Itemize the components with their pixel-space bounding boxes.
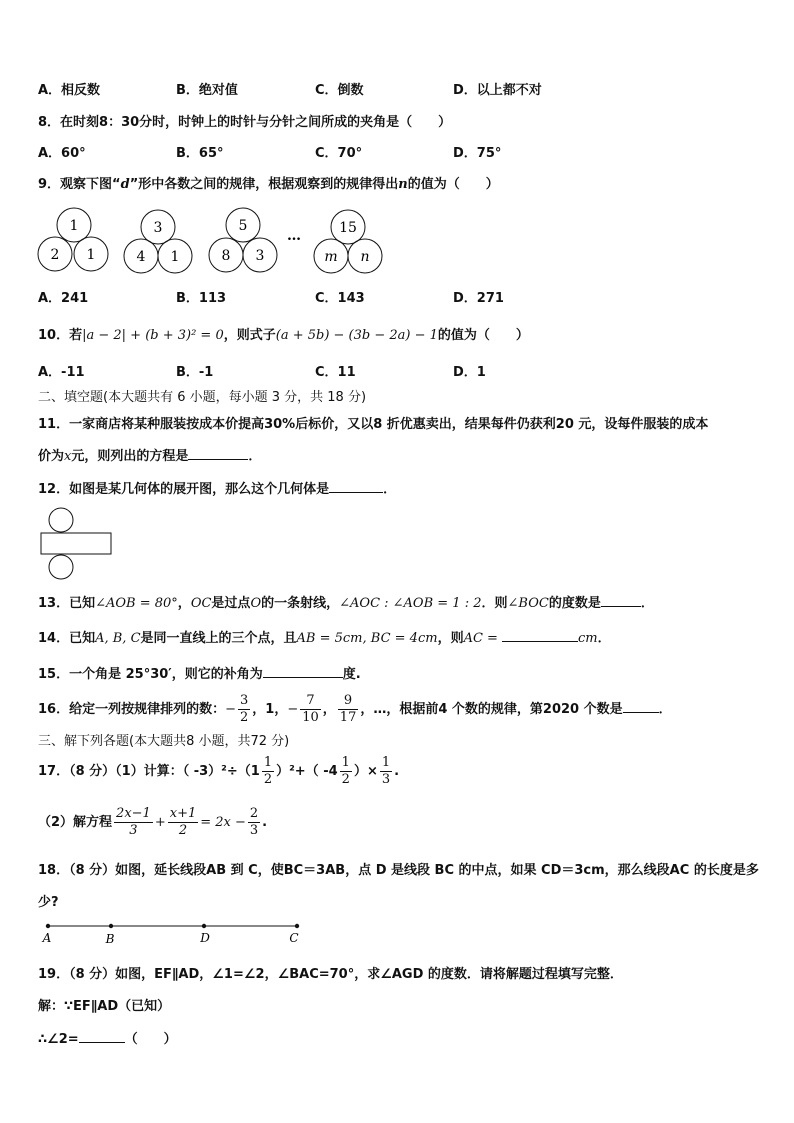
q14-pre: 14．已知 — [38, 631, 96, 646]
q10-mid: ，则式子 — [223, 328, 276, 343]
q12-rectangle — [41, 533, 111, 554]
q14-m2: ，则 — [437, 631, 464, 646]
q9-text-post: 的值为（ ） — [407, 177, 499, 192]
q14-unit: cm — [577, 631, 598, 646]
q9-n: n — [398, 177, 408, 192]
q8-option-c: C．70° — [315, 146, 363, 161]
q12-answer-blank[interactable] — [329, 478, 383, 493]
q17-p2-mid: = 2x − — [200, 815, 246, 830]
q9-fig2-right: 1 — [170, 249, 180, 265]
q16-end: ． — [658, 702, 672, 717]
q18-label-a: A — [42, 931, 52, 945]
q15-text — [38, 663, 361, 685]
q9-option-c: C．143 — [315, 291, 365, 306]
q17-p2-fraction-1: $\frac{2x-1}{3}$ — [116, 806, 151, 838]
q8-option-a: A．60° — [38, 146, 86, 161]
q17-p1-fraction-3: $\frac{1}{3}$ — [381, 755, 391, 787]
q16-text — [38, 690, 672, 730]
q13-m3: 的一条射线， — [261, 596, 340, 611]
q11-answer-blank[interactable] — [188, 445, 248, 460]
q18-segment-figure — [38, 919, 338, 945]
section-3-heading: 三、解下列各题(本大题共8 小题，共72 分) — [38, 734, 290, 749]
q10-option-a: A．-11 — [38, 365, 85, 380]
q17-p1-end: . — [394, 764, 400, 779]
q10-option-d: D．1 — [453, 365, 486, 380]
q19-sol2-pre: ∴∠2= — [38, 1032, 79, 1047]
q14-e2: AC = — [463, 631, 498, 646]
q9-fig4-right: n — [360, 249, 370, 265]
q8-option-d: D．75° — [453, 146, 502, 161]
q9-fig2-top: 3 — [153, 220, 163, 236]
q13-e2: ∠AOC : ∠AOB = 1 : 2 — [339, 596, 482, 611]
q13-oc: OC — [190, 596, 212, 611]
q12-text — [38, 478, 396, 500]
q18-label-c: C — [289, 931, 299, 945]
q9-fig1-top: 1 — [69, 218, 79, 234]
q16-fraction-2: $\frac{7}{10}$ — [302, 693, 319, 725]
q15-end: 度. — [342, 667, 361, 682]
q9-fig3-top: 5 — [238, 218, 248, 234]
q18-label-b: B — [105, 932, 115, 945]
q19-solution-line1: 解：∵EF∥AD（已知） — [38, 999, 171, 1014]
q8-text: 8．在时刻8：30分时，时钟上的时针与分针之间所成的夹角是（ ） — [38, 115, 452, 130]
q12-top-circle — [49, 508, 73, 532]
q11-end: ． — [248, 449, 262, 464]
q9-option-b: B．113 — [176, 291, 227, 306]
q18-label-d: D — [200, 931, 210, 945]
q19-sol2-post: （ ） — [124, 1032, 177, 1047]
q16-s3: ，…，根据前4 个数的规律，第2020 个数是 — [360, 702, 623, 717]
q15-answer-blank[interactable] — [263, 663, 343, 678]
q7-option-c: C．倒数 — [315, 83, 364, 98]
q18-point-d — [202, 924, 206, 928]
q7-option-b: B．绝对值 — [176, 83, 238, 98]
q16-f1-sign: − — [225, 702, 236, 717]
q18-line1: 18．（8 分）如图，延长线段AB 到 C，使BC＝3AB，点 D 是线段 BC 的中点，如果 CD＝3cm，那么线段AC 的长度是多 — [38, 863, 759, 878]
q12-net-figure — [36, 506, 126, 586]
q13-answer-blank[interactable] — [601, 592, 641, 607]
q12-text-main: 12．如图是某几何体的展开图，那么这个几何体是 — [38, 482, 330, 497]
q8-option-b: B．65° — [176, 146, 224, 161]
q13-pre: 13．已知 — [38, 596, 96, 611]
q13-m4: ．则 — [481, 596, 508, 611]
q9-figure — [0, 200, 794, 290]
section-2-heading: 二、填空题(本大题共有 6 小题，每小题 3 分，共 18 分) — [38, 390, 367, 405]
q17-p2-plus: + — [154, 815, 166, 830]
q14-text — [38, 627, 611, 649]
q17-part2 — [38, 803, 267, 843]
q7-option-a: A．相反数 — [38, 83, 101, 98]
q9-text-mid: ”形中各数之间的规律，根据观察到的规律得出 — [129, 177, 399, 192]
q14-answer-blank[interactable] — [502, 627, 578, 642]
q16-fraction-1: $\frac{3}{2}$ — [240, 693, 249, 725]
q11-line2-post: 元，则列出的方程是 — [71, 449, 189, 464]
q16-answer-blank[interactable] — [623, 698, 659, 713]
q17-p1-fraction-1: $\frac{1}{2}$ — [263, 755, 273, 787]
q17-p2-end: . — [262, 815, 268, 830]
q17-p1-fraction-2: $\frac{1}{2}$ — [341, 755, 350, 787]
q14-abc: A, B, C — [95, 631, 141, 646]
q11-line2 — [38, 445, 261, 467]
q10-expr2: (a + 5b) − (3b − 2a) − 1 — [275, 328, 438, 343]
q17-p1-post: ）× — [353, 764, 378, 779]
q11-line2-pre: 价为 — [38, 449, 65, 464]
q15-pre: 15．一个角是 25°30′，则它的补角为 — [38, 667, 263, 682]
q18-point-a — [46, 924, 50, 928]
q9-option-d: D．271 — [453, 291, 504, 306]
q9-option-a: A．241 — [38, 291, 89, 306]
q10-option-c: C．11 — [315, 365, 356, 380]
q18-point-c — [295, 924, 299, 928]
q17-part1 — [38, 752, 399, 792]
q16-pre: 16．给定一列按规律排列的数： — [38, 702, 226, 717]
q13-text — [38, 592, 654, 614]
q13-e1: ∠AOB = 80° — [95, 596, 178, 611]
q13-end: ． — [640, 596, 654, 611]
q13-o: O — [250, 596, 262, 611]
q19-answer-blank[interactable] — [79, 1028, 125, 1043]
q9-fig4-top: 15 — [339, 220, 357, 236]
q19-text: 19．（8 分）如图，EF∥AD，∠1=∠2，∠BAC=70°，求∠AGD 的度数．请将解题过程填写完整． — [38, 967, 623, 982]
q9-fig1-right: 1 — [86, 247, 96, 263]
q16-f2-sign: − — [287, 702, 299, 717]
q10-option-b: B．-1 — [176, 365, 214, 380]
q7-option-d: D．以上都不对 — [453, 83, 542, 98]
q9-ellipsis: … — [287, 228, 301, 244]
q11-line1: 11．一家商店将某种服装按成本价提高30%后标价，又以8 折优惠卖出，结果每件仍获利20 元，设每件服装的成本 — [38, 417, 709, 432]
q14-m1: 是同一直线上的三个点，且 — [140, 631, 297, 646]
q9-fig3-left: 8 — [221, 248, 231, 264]
q16-fraction-3: $\frac{9}{17}$ — [339, 693, 357, 725]
q18-point-b — [109, 924, 113, 928]
q10-expr1: |a − 2| + (b + 3)² = 0 — [82, 328, 224, 343]
q9-fig3-right: 3 — [255, 248, 265, 264]
q16-s2: ， — [322, 702, 336, 717]
q18-line2: 少? — [38, 895, 59, 910]
q9-fig4-left: m — [324, 249, 338, 265]
q16-s1: ，1， — [252, 702, 288, 717]
q12-bottom-circle — [49, 555, 73, 579]
q17-p2-fraction-3: $\frac{2}{3}$ — [249, 806, 259, 838]
q11-x: x — [64, 449, 72, 464]
q13-m2: 是过点 — [211, 596, 251, 611]
q9-fig1-left: 2 — [50, 247, 60, 263]
q13-e3: ∠BOC — [507, 596, 549, 611]
q9-text-pre: 9．观察下图“ — [38, 177, 121, 192]
q17-p2-fraction-2: $\frac{x+1}{2}$ — [169, 806, 197, 838]
q17-p1-mid: ）²+（ -4 — [276, 764, 338, 779]
q9-text — [38, 175, 499, 195]
q10-prefix: 10．若 — [38, 328, 83, 343]
q19-solution-line2 — [38, 1028, 177, 1050]
q13-m5: 的度数是 — [548, 596, 601, 611]
q13-m1: ， — [177, 596, 191, 611]
q14-e1: AB = 5cm, BC = 4cm — [296, 631, 438, 646]
q10-text — [38, 326, 529, 346]
q9-fig2-left: 4 — [136, 249, 146, 265]
q10-suffix: 的值为（ ） — [437, 328, 529, 343]
q14-end: ． — [597, 631, 611, 646]
q17-p2-pre: （2）解方程 — [38, 815, 113, 830]
q9-d: d — [120, 177, 130, 192]
q12-end: ． — [383, 482, 397, 497]
q17-p1-pre: 17．（8 分）（1）计算：（ -3）²÷（1 — [38, 764, 260, 779]
